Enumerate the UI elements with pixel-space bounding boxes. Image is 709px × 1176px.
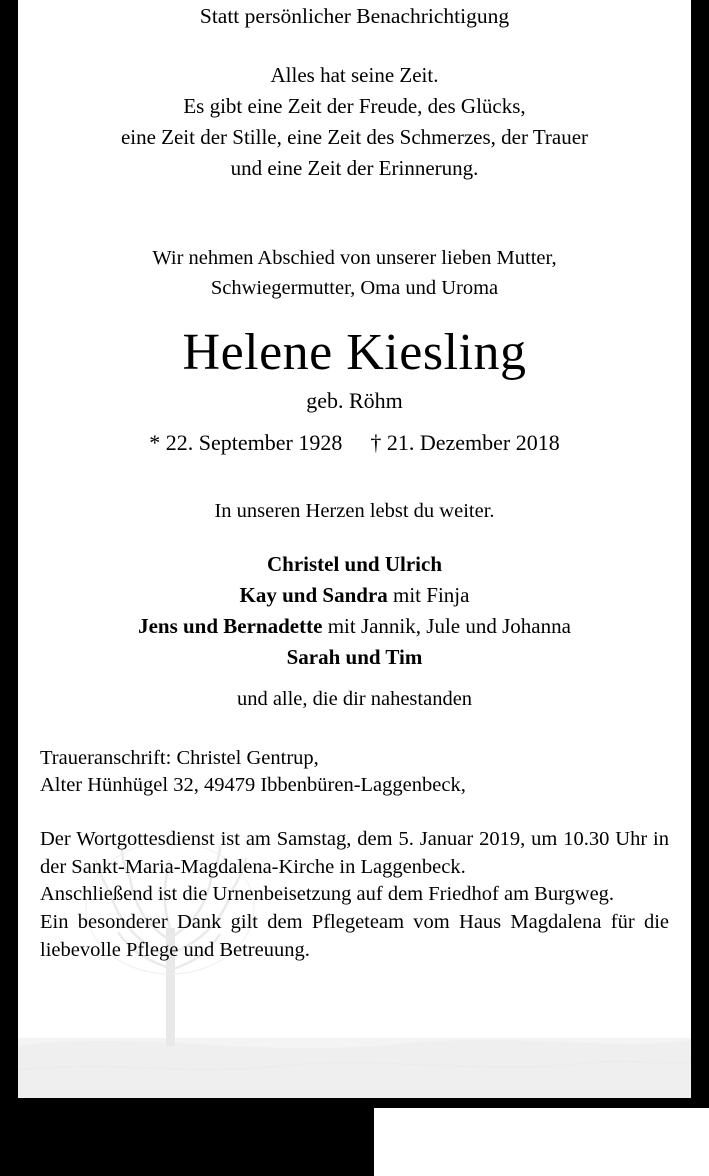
thanks-text: Ein besonderer Dank gilt dem Pflegeteam vom Haus Magdalena für die liebevolle Pflege und Betreuung. <box>40 910 669 961</box>
service-info <box>40 826 669 964</box>
verse-block <box>40 60 669 184</box>
intro-block <box>40 244 669 303</box>
family-row-1 <box>40 549 669 580</box>
birth-date: * 22. September 1928 <box>149 430 343 456</box>
life-dates <box>40 430 669 456</box>
bottom-white-notch <box>374 1108 709 1176</box>
closing-line: und alle, die dir nahestanden <box>236 687 473 710</box>
memory-line: In unseren Herzen lebst du weiter. <box>214 500 495 523</box>
death-date: † 21. Dezember 2018 <box>370 430 560 456</box>
family-extra-2: mit Finja <box>387 583 470 608</box>
verse-line-4: und eine Zeit der Erinnerung. <box>230 156 479 181</box>
maiden-name: geb. Röhm <box>306 388 403 414</box>
family-extra-3: mit Jannik, Jule und Johanna <box>322 614 571 639</box>
family-names-1: Christel und Ulrich <box>266 552 442 577</box>
intro-line-1: Wir nehmen Abschied von unserer lieben Mutter, <box>152 247 557 270</box>
verse-line-2: Es gibt eine Zeit der Freude, des Glücks, <box>183 93 526 118</box>
verse-line-1: Alles hat seine Zeit. <box>270 62 439 87</box>
family-list <box>40 549 669 673</box>
family-row-4 <box>40 642 669 673</box>
burial-text: Anschließend ist die Urnenbeisetzung auf dem Friedhof am Burgweg. <box>40 883 615 906</box>
family-names-3: Jens und Bernadette <box>138 614 323 639</box>
family-row-2 <box>40 580 669 611</box>
family-row-3 <box>40 611 669 642</box>
service-text: Der Wortgottesdienst ist am Samstag, dem 5. Januar 2019, um 10.30 Uhr in der Sankt-Maria-Magdalena-Kirche in Laggenbeck. <box>40 827 669 878</box>
obituary-card <box>18 0 691 1098</box>
address-line-1: Traueranschrift: Christel Gentrup, <box>40 746 319 769</box>
deceased-name: Helene Kiesling <box>182 323 527 381</box>
notification-heading: Statt persönlicher Benachrichtigung <box>199 4 510 28</box>
address-line-2: Alter Hünhügel 32, 49479 Ibbenbüren-Laggenbeck, <box>40 774 466 797</box>
family-names-4: Sarah und Tim <box>286 645 423 670</box>
family-names-2: Kay und Sandra <box>239 583 388 608</box>
intro-line-2: Schwiegermutter, Oma und Uroma <box>210 276 499 299</box>
mourning-address <box>40 745 669 800</box>
obituary-content <box>18 3 691 964</box>
verse-line-3: eine Zeit der Stille, eine Zeit des Schmerzes, der Trauer <box>120 125 589 150</box>
